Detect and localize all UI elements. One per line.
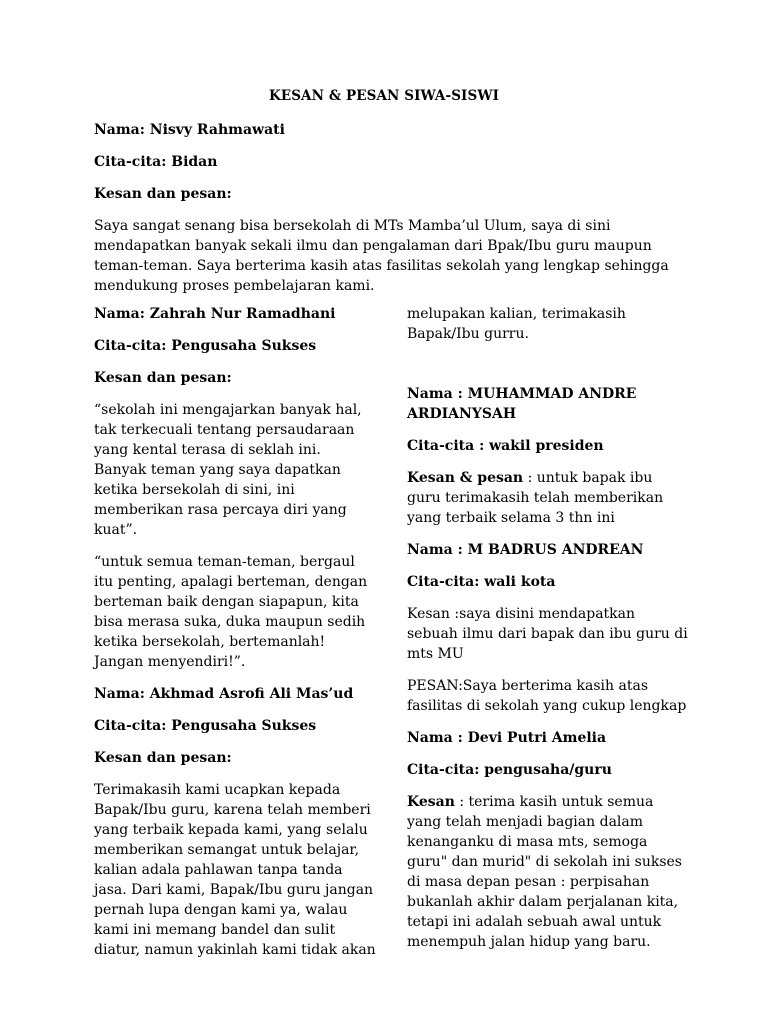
- student-name: Nama : MUHAMMAD ANDRE ARDIANYSAH: [407, 386, 637, 422]
- student-name: Nama : Devi Putri Amelia: [407, 730, 607, 746]
- continued-paragraph: melupakan kalian, terimakasih Bapak/Ibu gurru.: [407, 306, 626, 342]
- document-title: KESAN & PESAN SIWA-SISWI: [268, 88, 499, 104]
- student-aspiration: Cita-cita: Pengusaha Sukses: [94, 338, 317, 354]
- student-aspiration: Cita-cita: Pengusaha Sukses: [94, 718, 317, 734]
- pesan-paragraph: PESAN:Saya berterima kasih atas fasilitas di sekolah yang cukup lengkap: [407, 678, 687, 714]
- kesan-text: Saya sangat senang bisa bersekolah di MTs Mamba’ul Ulum, saya di sini mendapatkan banyak sekali ilmu dan pengalaman dari Bpak/Ibu guru maupun teman-teman. Saya berterima kasih atas fasilitas sekolah yang lengkap sehingga mendukung proses pembelajaran kami.: [94, 218, 669, 294]
- kesan-paragraph: [407, 468, 689, 528]
- student-name: Nama: Akhmad Asrofi Ali Mas’ud: [94, 686, 354, 702]
- kesan-paragraph: “sekolah ini mengajarkan banyak hal, tak terkecuali tentang persaudaraan yang kental terasa di seklah ini. Banyak teman yang saya dapatkan ketika bersekolah di sini, ini memberikan rasa percaya diri yang kuat”.: [94, 402, 362, 538]
- kesan-text: : untuk bapak ibu guru terimakasih telah memberikan yang terbaik selama 3 thn ini: [407, 470, 664, 526]
- kesan-paragraph: [407, 792, 689, 952]
- right-column: [407, 304, 689, 952]
- kesan-paragraph: Kesan :saya disini mendapatkan sebuah ilmu dari bapak dan ibu guru di mts MU: [407, 606, 688, 662]
- kesan-label: Kesan dan pesan:: [94, 370, 232, 386]
- student-aspiration: Cita-cita: Bidan: [94, 154, 218, 170]
- student-name: Nama: Nisvy Rahmawati: [94, 122, 285, 138]
- kesan-label: Kesan dan pesan:: [94, 750, 232, 766]
- student-aspiration: Cita-cita : wakil presiden: [407, 438, 604, 454]
- student-aspiration: Cita-cita: pengusaha/guru: [407, 762, 612, 778]
- pesan-paragraph: “untuk semua teman-teman, bergaul itu penting, apalagi berteman, dengan berteman baik dengan siapapun, kita bisa merasa suka, duka maupun sedih ketika bersekolah, bertemanlah! Jangan menyendiri!”.: [94, 554, 368, 670]
- kesan-label: Kesan: [407, 794, 455, 810]
- kesan-label: Kesan dan pesan:: [94, 186, 232, 202]
- entry-nisvy: [94, 120, 684, 296]
- kesan-paragraph: Terimakasih kami ucapkan kepada Bapak/Ibu guru, karena telah memberi yang terbaik kepada kami, yang selalu memberikan semangat untuk belajar, kalian adala pahlawan tanpa tanda jasa. Dari kami, Bapak/Ibu guru jangan pernah lupa dengan kami ya, walau kami ini memang bandel dan sulit diatur, namun yakinlah kami tidak akan: [94, 782, 376, 958]
- left-column: [94, 304, 376, 960]
- student-name: Nama: Zahrah Nur Ramadhani: [94, 306, 336, 322]
- student-name: Nama : M BADRUS ANDREAN: [407, 542, 644, 558]
- kesan-label: Kesan & pesan: [407, 470, 524, 486]
- kesan-text: : terima kasih untuk semua yang telah menjadi bagian dalam kenanganku di masa mts, semoga guru" dan murid" di sekolah ini sukses di masa depan pesan : perpisahan bukanlah akhir dalam perjalanan kita, tetapi ini adalah sebuah awal untuk menempuh jalan hidup yang baru.: [407, 794, 682, 950]
- student-aspiration: Cita-cita: wali kota: [407, 574, 556, 590]
